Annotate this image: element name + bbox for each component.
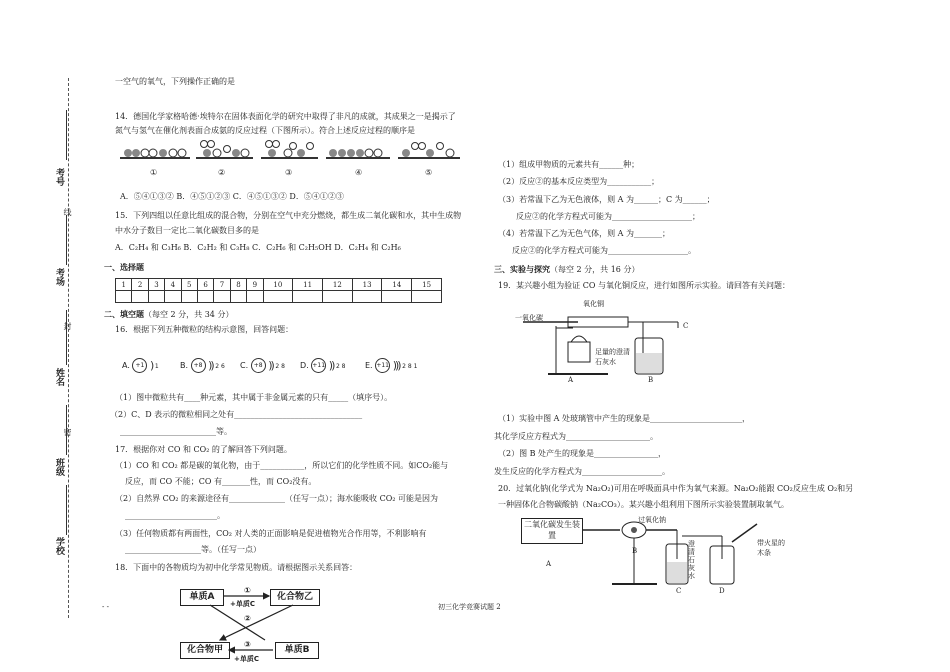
answer-header-cell: 4	[165, 279, 181, 291]
label-name: 姓名	[54, 368, 64, 386]
arrow-label-3: ③	[244, 640, 251, 649]
step-4-figure	[326, 149, 390, 158]
answer-header-cell: 2	[132, 279, 148, 291]
shell-arcs: ))	[268, 359, 273, 372]
atom-label: D.	[300, 361, 309, 370]
q16-line1: 16．根据下列五种微粒的结构示意图，回答问题：	[115, 325, 294, 334]
atom-d	[300, 358, 345, 373]
atom-label: B.	[180, 361, 189, 370]
atom-label: E.	[365, 361, 373, 370]
q18-s4b: 反应②的化学方程式可能为____________________。	[512, 246, 696, 255]
step-1-figure	[120, 149, 190, 158]
shell-electrons: 2 6	[215, 363, 225, 370]
label-limewater: 澄清石灰水	[688, 540, 695, 580]
q19-s2: （2）图 B 处产生的现象是________________，	[498, 449, 667, 458]
q17-line1: 17．根据你对 CO 和 CO₂ 的了解回答下列问题。	[115, 445, 292, 454]
section3-heading	[494, 265, 639, 275]
q16-sub2: （2）C、D 表示的微粒相同之处有________________________________	[110, 410, 363, 419]
label-limewater: 足量的澄清石灰水	[595, 348, 630, 366]
answer-cell[interactable]	[181, 291, 197, 303]
q15-line2: 中水分子数目一定比二氧化碳数目多的是	[115, 226, 259, 235]
answer-cell[interactable]	[382, 291, 412, 303]
q19-line1: 19．某兴趣小组为验证 CO 与氧化铜反应，进行如图所示实验。请回答有关问题：	[498, 281, 790, 290]
underline-exam-number	[66, 110, 67, 160]
nucleus: +11	[311, 358, 326, 373]
q19-s2b: 发生反应的化学方程式为____________________。	[494, 467, 670, 476]
underline-school	[66, 485, 67, 535]
q19-s1b: 其化学反应方程式为_____________________。	[494, 432, 658, 441]
arrow-label-1: ①	[244, 586, 251, 595]
q20-apparatus-figure	[582, 514, 772, 594]
answer-cell[interactable]	[165, 291, 181, 303]
shell-arcs: )	[149, 359, 153, 372]
shell-electrons: 2 8 1	[402, 363, 418, 370]
answer-header-cell: 12	[322, 279, 352, 291]
q18-s4: （4）若常温下乙为无色气体，则 A 为_______；	[498, 229, 670, 238]
co2-generator-box: 二氧化碳发生装置	[521, 518, 583, 544]
arrow-label-plus-c-1: +单质C	[230, 600, 256, 608]
section3-note: （每空 2 分，共 16 分）	[550, 265, 640, 274]
q19-apparatus-figure	[518, 298, 703, 382]
answer-header-cell: 7	[214, 279, 230, 291]
answer-header-cell: 3	[148, 279, 164, 291]
q17-sub3a: （3）任何物质都有两面性，CO₂ 对人类的正面影响是促进植物光合作用等，不利影响有	[115, 529, 427, 538]
section2-heading	[104, 310, 233, 320]
answer-cell[interactable]	[148, 291, 164, 303]
label-exam-number: 考号	[54, 168, 64, 186]
q17-sub2: （2）自然界 CO₂ 的来源途径有______________（任写一点）；海水能吸收 CO₂ 可能是因为	[115, 494, 439, 503]
answer-cell[interactable]	[293, 291, 323, 303]
step-5-figure	[398, 143, 460, 159]
label-sodium-peroxide: 过氧化钠	[638, 516, 666, 524]
answer-header-cell: 10	[263, 279, 293, 291]
q16-sub2b: ________________________等。	[120, 427, 232, 436]
q18-line1: 18．下面中的各物质均为初中化学常见物质。请根据图示关系回答：	[115, 563, 358, 572]
answer-header-cell: 5	[181, 279, 197, 291]
nucleus: +8	[251, 358, 266, 373]
section2-title: 二、填空题	[104, 310, 144, 319]
label-copper-oxide: 氧化铜	[583, 300, 604, 308]
atom-e	[365, 358, 417, 373]
label-b: B	[648, 376, 654, 384]
atom-b	[180, 358, 225, 373]
step-label-3: ③	[285, 168, 293, 177]
label-b: B	[632, 547, 638, 555]
answer-header-cell: 1	[116, 279, 132, 291]
box-element-b: 单质B	[275, 642, 319, 659]
section1-title: 一、选择题	[104, 263, 144, 272]
answer-header-cell: 15	[412, 279, 442, 291]
binding-line	[68, 78, 70, 618]
atom-label: A.	[122, 361, 130, 370]
q18-s1: （1）组成甲物质的元素共有______种；	[498, 160, 640, 169]
atom-a	[122, 358, 159, 373]
q20-line2: 一种固体化合物碳酸钠（Na₂CO₃）。某兴趣小组利用下图所示实验装置制取氧气。	[498, 500, 789, 509]
nucleus: +11	[375, 358, 390, 373]
q16-sub1: （1）图中微粒共有____种元素，其中属于非金属元素的只有_____（填序号）。	[115, 393, 393, 402]
q20-line1: 20．过氧化钠(化学式为 Na₂O₂)可用在呼吸面具中作为氧气来源。Na₂O₂能跟 CO₂反应生成 O₂和另	[498, 484, 854, 493]
answer-cell[interactable]	[412, 291, 442, 303]
q14-options: A．⑤④①③② B．④⑤①②③ C．④⑤①③② D．⑤④①②③	[120, 192, 344, 201]
shell-electrons: 1	[154, 363, 159, 370]
answer-cell[interactable]	[132, 291, 148, 303]
arrow-label-plus-c-2: +单质C	[234, 655, 260, 663]
label-d: D	[719, 587, 725, 595]
q18-s2: （2）反应②的基本反应类型为___________；	[498, 177, 660, 186]
label-a: A	[568, 376, 574, 384]
q17-sub1b: 反应，而 CO 不能；CO 有_______性，而 CO₂没有。	[125, 477, 317, 486]
q17-sub2b: _______________________。	[125, 511, 225, 520]
step-label-1: ①	[150, 168, 158, 177]
answer-header-cell: 13	[352, 279, 382, 291]
footer-page: 初三化学竞赛试题 2	[438, 603, 501, 611]
answer-header-cell: 14	[382, 279, 412, 291]
label-exam-room: 考场	[54, 268, 64, 286]
box-compound-b: 化合物乙	[270, 589, 320, 606]
underline-name	[66, 310, 67, 365]
answer-cell[interactable]	[247, 291, 263, 303]
answer-header-cell: 9	[247, 279, 263, 291]
marker-seal: 封	[63, 322, 72, 330]
label-carbon-monoxide: 一氧化碳	[515, 314, 543, 322]
q14-line1: 14．德国化学家格哈德·埃特尔在固体表面化学的研究中取得了非凡的成就，其成果之一是揭示了	[115, 112, 456, 121]
arrow-label-2: ②	[244, 614, 251, 623]
label-school: 学校	[54, 537, 64, 555]
label-c: C	[683, 322, 689, 330]
nucleus: +8	[191, 358, 206, 373]
shell-electrons: 2 8	[335, 363, 346, 370]
q18-s3: （3）若常温下乙为无色液体，则 A 为______；C 为______；	[498, 195, 715, 204]
q19-s1: （1）实验中图 A 处玻璃管中产生的现象是_______________________，	[498, 414, 750, 423]
answer-table	[115, 278, 442, 303]
q15-options: A．C₂H₄ 和 C₃H₆ B．C₂H₂ 和 C₃H₈ C．C₂H₆ 和 C₂H₅OH D．C₂H₄ 和 C₂H₆	[115, 243, 401, 252]
answer-header-cell: 8	[230, 279, 246, 291]
step-label-2: ②	[218, 168, 226, 177]
section2-note: （每空 2 分，共 34 分）	[144, 310, 234, 319]
step-2-figure	[196, 141, 253, 159]
label-a: A	[546, 560, 552, 568]
marker-secret: 密	[63, 428, 72, 436]
nucleus: +1	[132, 358, 147, 373]
shell-arcs: )))	[392, 359, 400, 372]
shell-arcs: ))	[328, 359, 334, 372]
answer-header-cell: 6	[197, 279, 213, 291]
box-compound-a: 化合物甲	[180, 642, 230, 659]
label-class: 班级	[54, 458, 64, 476]
footer-left: - -	[102, 603, 109, 611]
answer-cell[interactable]	[197, 291, 213, 303]
label-glowing-splint: 带火星的木条	[757, 539, 785, 557]
atom-label: C.	[240, 361, 249, 370]
answer-cell[interactable]	[352, 291, 382, 303]
section3-title: 三、实验与探究	[494, 265, 550, 274]
step-label-4: ④	[355, 168, 363, 177]
box-element-a: 单质A	[180, 589, 224, 606]
underline-exam-room	[66, 215, 67, 265]
step-label-5: ⑤	[425, 168, 433, 177]
answer-cell[interactable]	[322, 291, 352, 303]
q18-s3b: 反应②的化学方程式可能为____________________；	[516, 212, 700, 221]
label-c: C	[676, 587, 682, 595]
q17-sub1a: （1）CO 和 CO₂ 都是碳的氧化物，由于___________，所以它们的化学性质不同。如CO₂能与	[115, 461, 449, 470]
answer-header-cell: 11	[293, 279, 323, 291]
shell-arcs: ))	[208, 359, 213, 372]
step-3-figure	[261, 141, 318, 159]
q17-sub3b: ___________________等。（任写一点）	[125, 545, 261, 554]
marker-line: 线	[63, 208, 72, 216]
q14-line2: 氮气与氢气在催化剂表面合成氨的反应过程（下图所示）。符合上述反应过程的顺序是	[115, 126, 415, 135]
answer-cell[interactable]	[214, 291, 230, 303]
atom-c	[240, 358, 285, 373]
top-fragment: 一空气的氧气，下列操作正确的是	[115, 77, 235, 86]
q15-line1: 15．下列四组以任意比组成的混合物，分别在空气中充分燃烧，都生成二氧化碳和水，其中生成物	[115, 211, 462, 220]
answer-cell[interactable]	[230, 291, 246, 303]
answer-cell[interactable]	[116, 291, 132, 303]
shell-electrons: 2 8	[275, 363, 285, 370]
answer-cell[interactable]	[263, 291, 293, 303]
